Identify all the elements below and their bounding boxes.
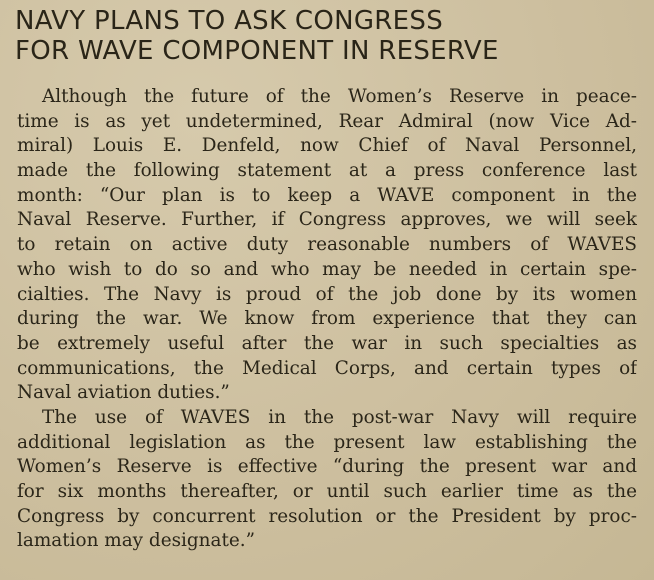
text-line: Women’s Reserve is effective “during the present war and [17,456,637,478]
paragraph-2 [17,406,637,554]
paragraph-1 [17,85,637,406]
text-line: made the following statement at a press conference last [17,160,637,182]
text-line: Although the future of the Women’s Reserve in peace- [42,86,637,107]
text-line: for six months thereafter, or until such earlier time as the [17,481,637,502]
text-line: additional legislation as the present law establishing the [17,431,637,453]
text-line: month: “Our plan is to keep a WAVE component in the [17,184,637,206]
text-line: cialties. The Navy is proud of the job done by its women [17,283,637,305]
headline [15,6,645,66]
text-line: who wish to do so and who may be needed in certain spe- [17,258,637,280]
headline-line: FOR WAVE COMPONENT IN RESERVE [15,36,499,66]
article-body [17,85,637,554]
headline-line: NAVY PLANS TO ASK CONGRESS [15,6,444,36]
text-line: miral) Louis E. Denfeld, now Chief of Naval Personnel, [17,135,637,157]
text-line: lamation may designate.” [17,530,256,552]
text-line: Congress by concurrent resolution or the President by proc- [17,505,637,527]
text-line: The use of WAVES in the post-war Navy will require [42,406,637,428]
text-line: time is as yet undetermined, Rear Admiral (now Vice Ad- [17,110,637,132]
text-line: Naval Reserve. Further, if Congress approves, we will seek [17,209,637,231]
text-line: Naval aviation duties.” [17,382,230,404]
text-line: to retain on active duty reasonable numbers of WAVES [17,234,637,256]
text-line: be extremely useful after the war in such specialties as [17,332,637,354]
text-line: during the war. We know from experience that they can [17,308,637,330]
text-line: communications, the Medical Corps, and certain types of [17,357,637,379]
